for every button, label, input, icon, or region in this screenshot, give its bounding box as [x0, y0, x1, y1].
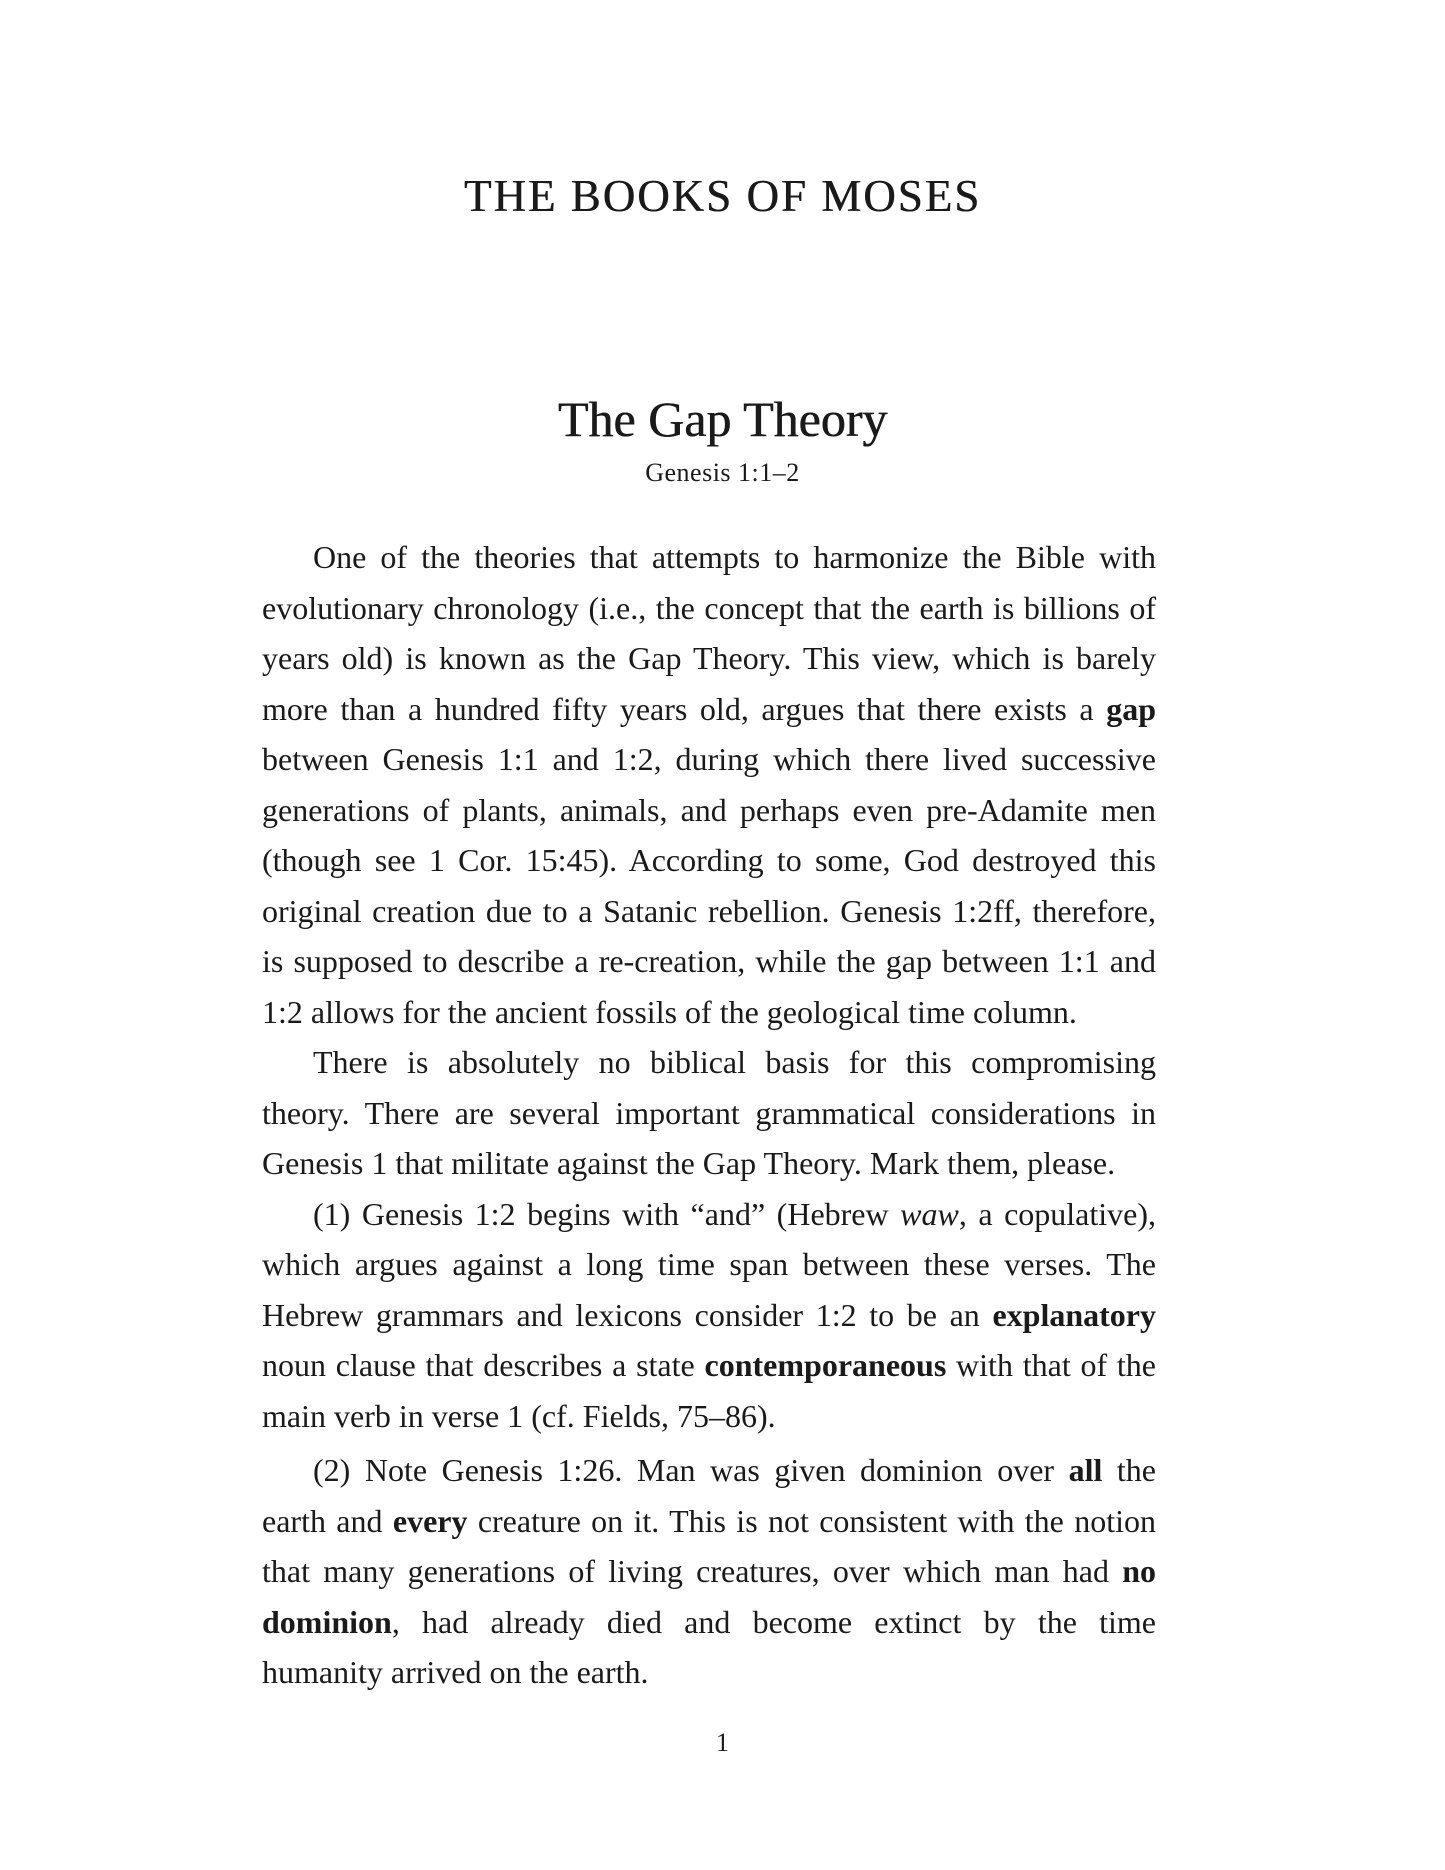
page-number: 1 — [716, 1728, 729, 1757]
paragraph-4 — [262, 1445, 1156, 1698]
paragraph-3-text-d: with that of the main verb in verse 1 (cf. Fields, 75–86). — [262, 1347, 1157, 1434]
bold-contemporaneous: contemporaneous — [704, 1347, 947, 1383]
paragraph-1 — [262, 532, 1156, 1037]
paragraph-4-text-a: (2) Note Genesis 1:26. Man was given dominion over — [313, 1452, 1069, 1488]
paragraph-4-text-d: , had already died and become extinct by the time humanity arrived on the earth. — [262, 1603, 1156, 1690]
paragraph-3-text-c: noun clause that describes a state — [262, 1347, 705, 1383]
bold-all: all — [1068, 1452, 1103, 1488]
paragraph-3-text-a: (1) Genesis 1:2 begins with “and” (Hebrew — [313, 1195, 901, 1232]
italic-waw: waw — [900, 1195, 959, 1232]
paragraph-1-text: One of the theories that attempts to harmonize the Bible with evolutionary chronology (i.e., the concept that the earth is billions of years old) is known as the Gap Theory. This view, which is barely more than a hundred fifty years old, argues that there exists a — [262, 539, 1156, 727]
bold-no-dominion: no dominion — [262, 1553, 1156, 1640]
bold-every: every — [392, 1502, 468, 1539]
paragraph-4-text-b: the earth and — [262, 1452, 1157, 1539]
paragraph-2 — [262, 1037, 1156, 1189]
book-title: THE BOOKS OF MOSES — [463, 171, 982, 221]
chapter-title: The Gap Theory — [557, 391, 888, 447]
chapter-reference: Genesis 1:1–2 — [645, 458, 800, 487]
body-text — [262, 532, 1156, 1698]
paragraph-4-text-c: creature on it. This is not consistent with the notion that many generations of living creatures, over which man had — [262, 1502, 1157, 1589]
paragraph-2-text: There is absolutely no biblical basis for this compromising theory. There are several important grammatical considerations in Genesis 1 that militate against the Gap Theory. Mark them, please. — [262, 1044, 1156, 1181]
bold-gap: gap — [1106, 690, 1156, 727]
bold-explanatory: explanatory — [992, 1296, 1156, 1333]
paragraph-3 — [262, 1189, 1156, 1442]
paragraph-1-text-after: between Genesis 1:1 and 1:2, during which there lived successive generations of plants, animals, and perhaps even pre-Adamite men (though see 1 Cor. 15:45). According to some, God destroyed this original creation due to a Satanic rebellion. Genesis 1:2ff, therefore, is supposed to describe a re-creation, while the gap between 1:1 and 1:2 allows for the ancient fossils of the geological time column. — [262, 741, 1156, 1030]
chapter-heading — [0, 388, 1445, 490]
paragraph-3-text-b: , a copulative), which argues against a long time span between these verses. The Hebrew grammars and lexicons consider 1:2 to be an — [262, 1195, 1157, 1333]
